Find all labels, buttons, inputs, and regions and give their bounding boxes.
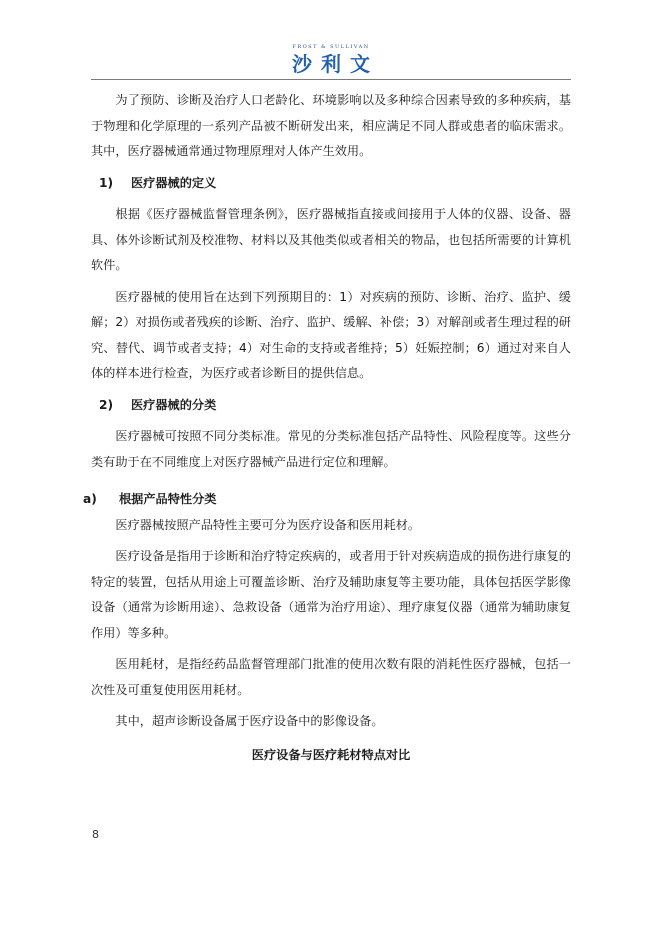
product-features-paragraph-2: 医疗设备是指用于诊断和治疗特定疾病的，或者用于针对疾病造成的损伤进行康复的特定的装置，包括从用途上可覆盖诊断、治疗及辅助康复等主要功能，具体包括医学影像设备（通常为诊断用途）、急救设备（通常为治疗用途）、理疗康复仪器（通常为辅助康复作用）等多种。: [91, 549, 571, 640]
product-features-paragraph-4: 其中，超声诊断设备属于医疗设备中的影像设备。: [115, 714, 384, 728]
section-title: 医疗器械的定义: [131, 175, 217, 190]
definition-paragraph-2: 医疗器械的使用旨在达到下列预期目的：1）对疾病的预防、诊断、治疗、监护、缓解；2）对损伤或者残疾的诊断、治疗、监护、缓解、补偿；3）对解剖或者生理过程的研究、替代、调节或者支持；4）对生命的支持或者维持；5）妊娠控制；6）通过对来自人体的样本进行检查，为医疗或者诊断目的提供信息。: [91, 289, 571, 380]
header-divider: [91, 79, 571, 80]
table-caption: 医疗设备与医疗耗材特点对比: [251, 747, 411, 762]
intro-paragraph: 为了预防、诊断及治疗人口老龄化、环境影响以及多种综合因素导致的多种疾病，基于物理和化学原理的一系列产品被不断研发出来，相应满足不同人群或患者的临床需求。其中，医疗器械通常通过物理原理对人体产生效用。: [91, 93, 571, 158]
product-features-paragraph-1: 医疗器械按照产品特性主要可分为医疗设备和医用耗材。: [115, 517, 421, 532]
section-number: 2): [99, 397, 114, 412]
page-header: [0, 44, 662, 76]
subsection-title: 根据产品特性分类: [119, 492, 217, 506]
subsection-number: a): [83, 492, 97, 506]
brand-logo-chinese: 沙利文: [292, 52, 379, 76]
section-heading-classification: [91, 393, 571, 419]
classification-paragraph-1: 医疗器械可按照不同分类标准。常见的分类标准包括产品特性、风险程度等。这些分类有助于在不同维度上对医疗器械产品进行定位和理解。: [91, 429, 571, 469]
subsection-heading-product-features: [83, 487, 571, 513]
section-heading-definition: [91, 171, 571, 197]
document-body: [83, 88, 571, 768]
page-number: 8: [92, 828, 99, 841]
definition-paragraph-1: 根据《医疗器械监督管理条例》，医疗器械指直接或间接用于人体的仪器、设备、器具、体外诊断试剂及校准物、材料以及其他类似或者相关的物品，也包括所需要的计算机软件。: [91, 207, 571, 272]
section-number: 1): [99, 175, 114, 190]
product-features-paragraph-3: 医用耗材，是指经药品监督管理部门批准的使用次数有限的消耗性医疗器械，包括一次性及可重复使用医用耗材。: [91, 657, 571, 697]
section-title: 医疗器械的分类: [131, 397, 217, 412]
brand-logo-english: FROST & SULLIVAN: [292, 44, 370, 50]
